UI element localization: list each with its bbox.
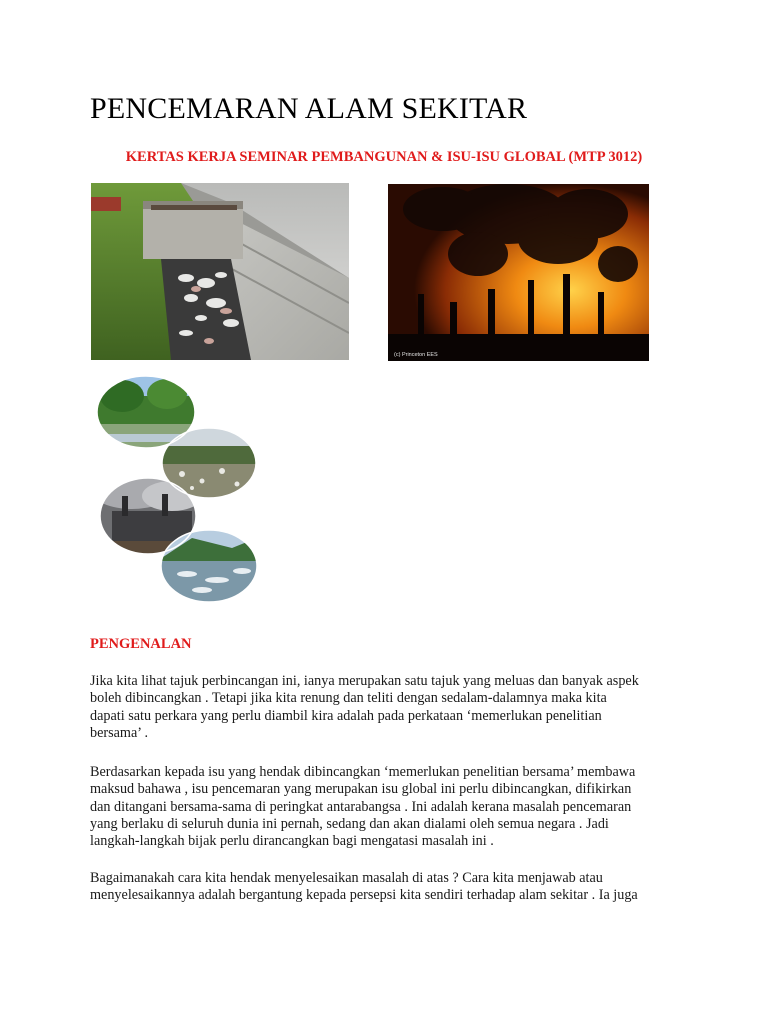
paragraph-line: menyelesaikannya adalah bergantung kepada persepsi kita sendiri terhadap alam sekitar . Ia juga [90,887,638,904]
paragraph-line: Berdasarkan kepada isu yang hendak dibincangkan ‘memerlukan penelitian bersama’ membawa [90,764,636,780]
factory-smoke-photo [388,184,649,361]
paragraph-line: dapati satu perkara yang perlu diambil kira adalah pada perkataan ‘memerlukan penelitian [90,707,602,724]
page-title: PENCEMARAN ALAM SEKITAR [90,92,528,125]
paragraph-line: Jika kita lihat tajuk perbincangan ini, ianya merupakan satu tajuk yang meluas dan banyak aspek [90,673,639,689]
paragraph-2 [90,764,690,850]
photo-credit: (c) Princeton EES [394,352,438,358]
paragraph-3 [90,870,690,905]
document-subtitle: KERTAS KERJA SEMINAR PEMBANGUNAN & ISU-ISU GLOBAL (MTP 3012) [125,149,643,165]
paragraph-line: yang berlaku di seluruh dunia ini pernah, sedang dan akan dialami oleh semua negara . Jadi [90,815,609,832]
polluted-drain-photo [91,183,349,360]
paragraph-line: maksud bahawa , isu pencemaran yang merupakan isu global ini perlu dibincangkan, difikirkan [90,781,632,798]
environment-photo-collage [92,366,268,616]
paragraph-line: dan ditangani bersama-sama di peringkat antarabangsa . Ini adalah kerana masalah pencemaran [90,798,632,815]
section-heading-pengenalan: PENGENALAN [90,636,192,652]
paragraph-1 [90,673,690,742]
paragraph-line: Bagaimanakah cara kita hendak menyelesaikan masalah di atas ? Cara kita menjawab atau [90,870,603,886]
paragraph-line: boleh dibincangkan . Tetapi jika kita renung dan teliti dengan sedalam-dalamnya maka kita [90,690,607,707]
paragraph-line: bersama’ . [90,724,149,741]
paragraph-line: langkah-langkah bijak perlu dirancangkan bagi mengatasi masalah ini . [90,833,494,850]
